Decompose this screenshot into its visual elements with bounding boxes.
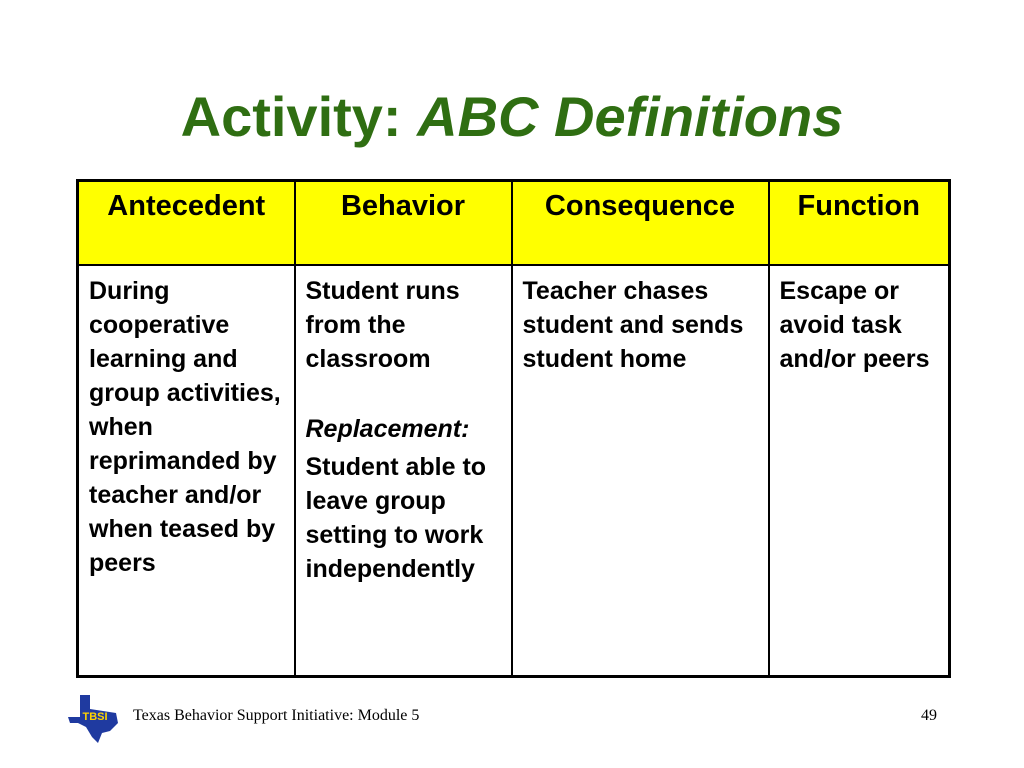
cell-behavior: [295, 265, 512, 677]
header-consequence: Consequence: [512, 181, 769, 265]
title-italic: ABC Definitions: [417, 85, 844, 148]
table-row: [78, 265, 950, 677]
header-antecedent: Antecedent: [78, 181, 295, 265]
logo-text: TBSI: [82, 711, 108, 723]
slide-title: [0, 82, 1024, 152]
replacement-label: Replacement:: [305, 414, 470, 443]
antecedent-text: During cooperative learning and group activities, when reprimanded by teacher and/or when teased by peers: [89, 276, 281, 577]
title-plain: Activity:: [180, 85, 418, 148]
header-function: Function: [769, 181, 950, 265]
cell-consequence: [512, 265, 769, 677]
table-header-row: [78, 181, 950, 265]
cell-function: [769, 265, 950, 677]
consequence-text: Teacher chases student and sends student home: [522, 276, 744, 373]
behavior-text: Student runs from the classroom: [305, 276, 460, 373]
cell-antecedent: [78, 265, 295, 677]
tbsi-logo-icon: [66, 693, 122, 745]
abc-table: [76, 179, 951, 678]
replacement-text: Student able to leave group setting to work independently: [305, 452, 487, 583]
page-number: 49: [921, 707, 937, 724]
header-behavior: Behavior: [295, 181, 512, 265]
footer-text: Texas Behavior Support Initiative: Module 5: [133, 707, 420, 724]
function-text: Escape or avoid task and/or peers: [779, 276, 930, 373]
